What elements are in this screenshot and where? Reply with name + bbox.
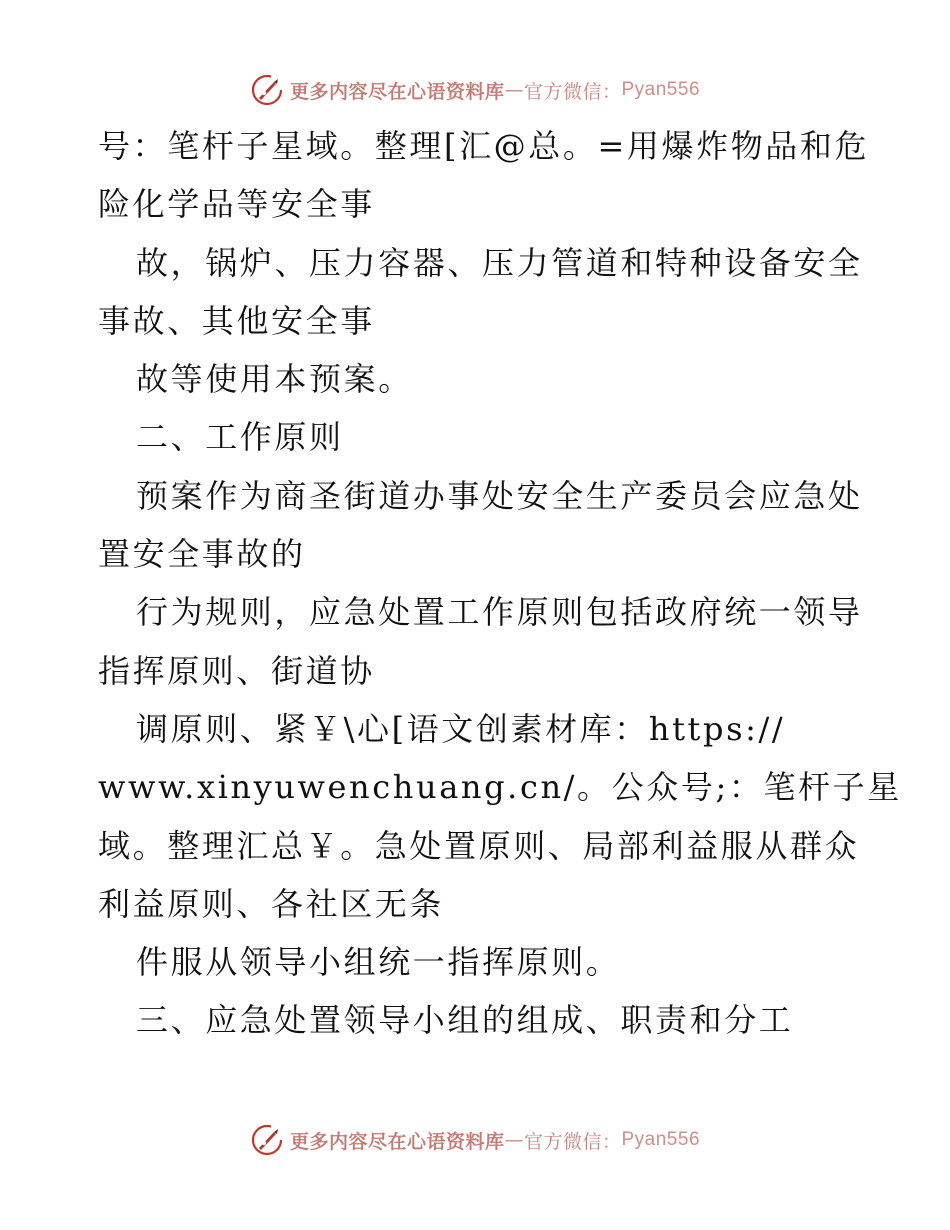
watermark-official: 官方微信： (523, 1130, 622, 1153)
document-body (98, 117, 902, 1050)
text-line: 调原则、紧￥\心[语文创素材库：https:// (136, 709, 786, 748)
watermark-banner-footer (250, 1123, 700, 1157)
text-line: 置安全事故的 (98, 535, 306, 574)
text-line: 号：笔杆子星域。整理[汇@总。=用爆炸物品和危 (98, 127, 870, 165)
watermark-id: Pyan556 (621, 1129, 701, 1150)
text-line: 行为规则，应急处置工作原则包括政府统一领导 (136, 593, 863, 632)
text-line: 险化学品等安全事 (98, 185, 375, 224)
watermark-separator: — (504, 1129, 524, 1151)
watermark-banner (250, 73, 700, 107)
watermark-id: Pyan556 (621, 79, 701, 100)
header-watermark (0, 70, 950, 110)
quill-logo-icon (250, 73, 284, 107)
text-line: www.xinyuwenchuang.cn/。公众号;：笔杆子星 (98, 768, 902, 807)
watermark-separator: — (504, 79, 524, 101)
watermark-official: 官方微信： (523, 80, 622, 103)
text-line: 故等使用本预案。 (136, 360, 413, 399)
watermark-brand: 更多内容尽在心语资料库 (289, 80, 505, 103)
text-line: 件服从领导小组统一指挥原则。 (136, 943, 621, 982)
text-line: 指挥原则、街道协 (98, 651, 375, 690)
quill-logo-icon (250, 1123, 284, 1157)
text-line: 预案作为商圣街道办事处安全生产委员会应急处 (136, 476, 863, 515)
text-line: 二、工作原则 (136, 418, 344, 457)
text-line: 域。整理汇总￥。急处置原则、局部利益服从群众 (98, 826, 860, 865)
text-line: 利益原则、各社区无条 (98, 884, 445, 923)
watermark-brand: 更多内容尽在心语资料库 (289, 1130, 505, 1153)
text-line: 三、应急处置领导小组的组成、职责和分工 (136, 1001, 794, 1040)
footer-watermark (0, 1120, 950, 1160)
text-line: 事故、其他安全事 (98, 301, 375, 340)
text-line: 故，锅炉、压力容器、压力管道和特种设备安全 (136, 243, 863, 282)
